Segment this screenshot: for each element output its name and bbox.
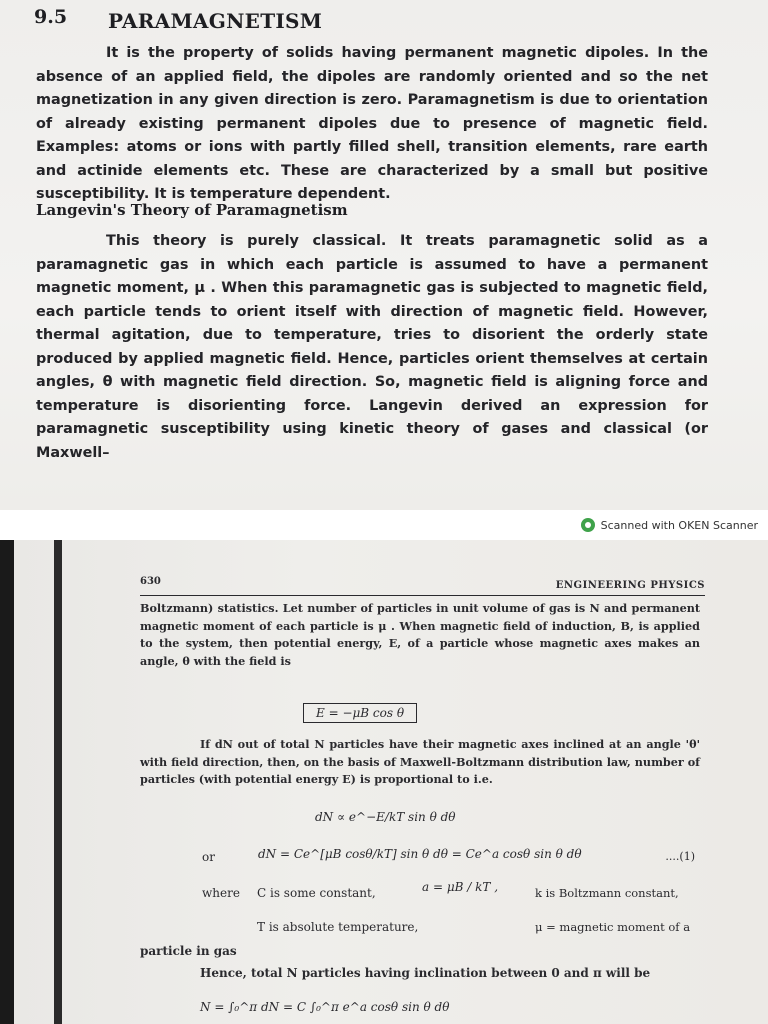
or-label: or <box>202 850 215 864</box>
t-definition: T is absolute temperature, <box>257 920 419 934</box>
a-definition: a = μB / kT , <box>422 880 499 894</box>
langevin-paragraph <box>36 230 708 465</box>
hence-text: Hence, total N particles having inclination between 0 and π will be <box>200 966 651 980</box>
header-rule <box>140 595 705 596</box>
scanner-logo-icon <box>581 518 595 532</box>
where-label: where <box>202 886 240 900</box>
bottom-scanned-page <box>0 540 768 1024</box>
page-number: 630 <box>140 576 161 587</box>
constant-c-definition: C is some constant, <box>257 886 376 900</box>
distribution-paragraph <box>140 736 700 789</box>
running-head: ENGINEERING PHYSICS <box>555 580 705 591</box>
section-number: 9.5 <box>34 6 68 28</box>
mu-definition: μ = magnetic moment of a <box>535 920 691 934</box>
scanner-label: Scanned with OKEN Scanner <box>600 518 758 532</box>
k-definition: k is Boltzmann constant, <box>535 886 679 900</box>
top-scanned-page <box>0 0 768 510</box>
boltzmann-paragraph: Boltzmann) statistics. Let number of particles in unit volume of gas is N and permanent magnetic moment of each particle is μ . When magnetic field of induction, B, is applied to the system, then potential energy, E, of a particle whose magnetic axes makes an angle, θ with the field is <box>140 601 700 668</box>
book-spine-shadow <box>54 540 62 1024</box>
potential-energy-equation: E = −μB cos θ <box>303 703 417 723</box>
proportionality-equation: dN ∝ e^−E/kT sin θ dθ <box>315 810 456 824</box>
distribution-equation: dN = Ce^[μB cosθ/kT] sin θ dθ = Ce^a cosθ sin θ dθ <box>258 847 582 861</box>
langevin-text: This theory is purely classical. It treats paramagnetic solid as a paramagnetic gas in which each particle is assumed to have a permanent magnetic moment, μ . When this paramagnetic gas is subjected to magnetic field, each particle tends to orient itself with direction of magnetic field. However, thermal agitation, due to temperature, tries to disorient the orderly state produced by applied magnetic field. Hence, particles orient themselves at certain angles, θ with magnetic field direction. So, magnetic field is aligning force and temperature is disorienting force. Langevin derived an expression for paramagnetic susceptibility using kinetic theory of gases and classical (or Maxwell– <box>36 233 708 461</box>
distribution-text: If dN out of total N particles have their magnetic axes inclined at an angle 'θ' with field direction, then, on the basis of Maxwell-Boltzmann distribution law, number of particles (with potential energy E) is proportional to i.e. <box>140 737 700 786</box>
scanner-watermark <box>581 518 758 532</box>
paramagnetism-paragraph <box>36 42 708 207</box>
equation-number: ....(1) <box>665 850 695 863</box>
total-particles-equation: N = ∫₀^π dN = C ∫₀^π e^a cosθ sin θ dθ <box>200 1000 450 1014</box>
particle-in-gas-text: particle in gas <box>140 944 237 958</box>
langevin-subheading: Langevin's Theory of Paramagnetism <box>36 201 348 219</box>
section-title: PARAMAGNETISM <box>108 9 323 33</box>
paramagnetism-text: It is the property of solids having permanent magnetic dipoles. In the absence of an applied field, the dipoles are randomly oriented and so the net magnetization in any given direction is zero. Paramagnetism is due to orientation of already existing permanent dipoles due to presence of magnetic field. Examples: atoms or ions with partly filled shell, transition elements, rare earth and actinide elements etc. These are characterized by a small but positive susceptibility. It is temperature dependent. <box>36 45 708 202</box>
